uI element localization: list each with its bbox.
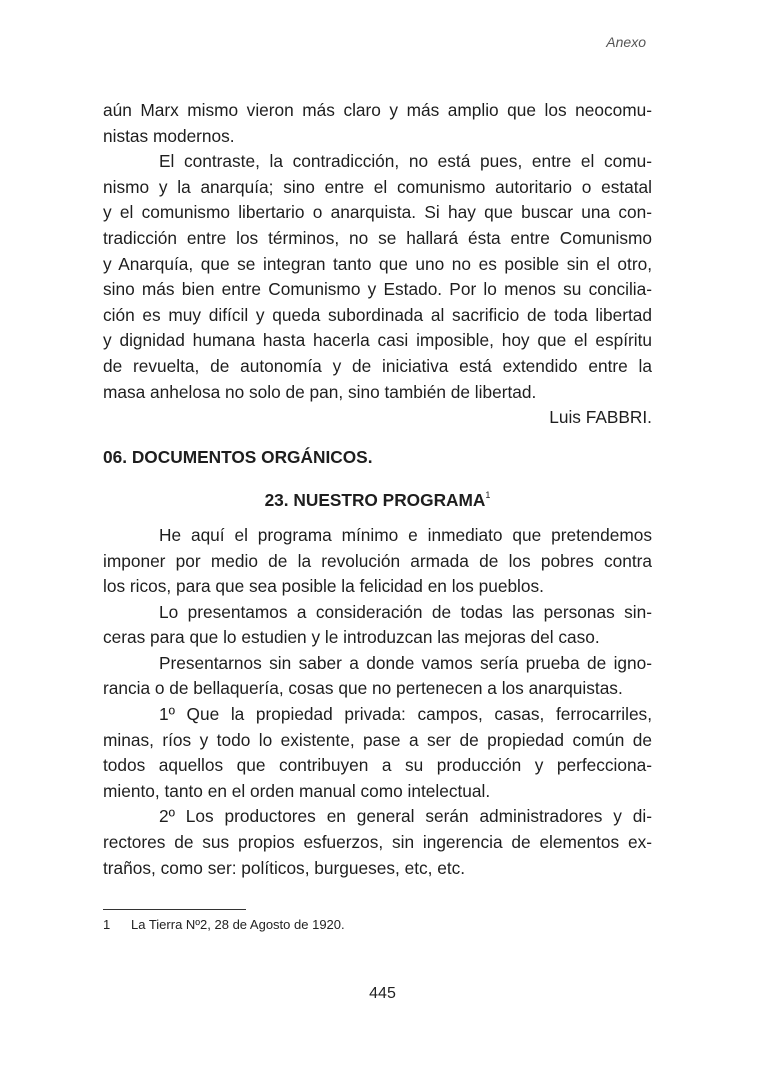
section-heading: 06. DOCUMENTOS ORGÁNICOS.: [103, 446, 373, 467]
text-line: imponer por medio de la revolución armada de los pobres contra: [103, 550, 652, 571]
footnote-text: La Tierra Nº2, 28 de Agosto de 1920.: [131, 917, 345, 932]
text-line: 2º Los productores en general serán administradores y di-: [159, 806, 652, 827]
text-line: aún Marx mismo vieron más claro y más amplio que los neocomu-: [103, 100, 652, 120]
text-line: nistas modernos.: [103, 125, 235, 146]
text-line: 1º Que la propiedad privada: campos, casas, ferrocarriles,: [159, 704, 652, 725]
footnote-number: 1: [103, 917, 111, 932]
text-line: El contraste, la contradicción, no está pues, entre el comu-: [159, 151, 652, 172]
program-heading: [103, 483, 652, 514]
footnote-marker: 1: [485, 490, 491, 501]
text-line: miento, tanto en el orden manual como intelectual.: [103, 780, 491, 801]
paragraph: [103, 651, 652, 702]
text-line: sino más bien entre Comunismo y Estado. Por lo menos su concilia-: [103, 279, 652, 300]
text-line: los ricos, para que sea posible la felicidad en los pueblos.: [103, 576, 544, 597]
text-line: y dignidad humana hasta hacerla casi imposible, hoy que el espíritu: [103, 330, 652, 351]
text-line: ción es muy difícil y queda subordinada al sacrificio de toda libertad: [103, 304, 652, 325]
text-line: minas, ríos y todo lo existente, pase a ser de propiedad común de: [103, 729, 652, 750]
footnote-divider: [103, 909, 246, 910]
text-line: Presentarnos sin saber a donde vamos sería prueba de igno-: [159, 652, 652, 673]
signature: Luis FABBRI.: [549, 407, 652, 428]
running-head: Anexo: [606, 34, 646, 50]
paragraph: [103, 523, 652, 600]
paragraph: [103, 804, 652, 881]
paragraph: [103, 600, 652, 651]
page-number: 445: [369, 985, 396, 1002]
text-line: rectores de sus propios esfuerzos, sin ingerencia de elementos ex-: [103, 832, 652, 853]
text-line: y el comunismo libertario o anarquista. Si hay que buscar una con-: [103, 202, 652, 223]
text-line: ceras para que lo estudien y le introduzcan las mejoras del caso.: [103, 627, 600, 648]
paragraph: [103, 98, 652, 149]
text-line: de revuelta, de autonomía y de iniciativa está extendido entre la: [103, 355, 652, 376]
text-line: He aquí el programa mínimo e inmediato que pretendemos: [159, 524, 652, 545]
text-line: nismo y la anarquía; sino entre el comunismo autoritario o estatal: [103, 176, 652, 197]
paragraph: [103, 702, 652, 804]
text-line: todos aquellos que contribuyen a su producción y perfecciona-: [103, 755, 652, 776]
text-line: Lo presentamos a consideración de todas las personas sin-: [159, 601, 652, 622]
text-line: y Anarquía, que se integran tanto que uno no es posible sin el otro,: [103, 253, 652, 274]
text-line: traños, como ser: políticos, burgueses, etc, etc.: [103, 857, 466, 878]
program-heading-text: 23. NUESTRO PROGRAMA: [264, 490, 486, 511]
text-line: tradicción entre los términos, no se hallará ésta entre Comunismo: [103, 227, 652, 248]
paragraph: [103, 149, 652, 405]
text-line: masa anhelosa no solo de pan, sino también de libertad.: [103, 381, 537, 402]
text-line: rancia o de bellaquería, cosas que no pertenecen a los anarquistas.: [103, 678, 623, 699]
footnote: [103, 917, 345, 932]
page-body: [103, 98, 652, 881]
